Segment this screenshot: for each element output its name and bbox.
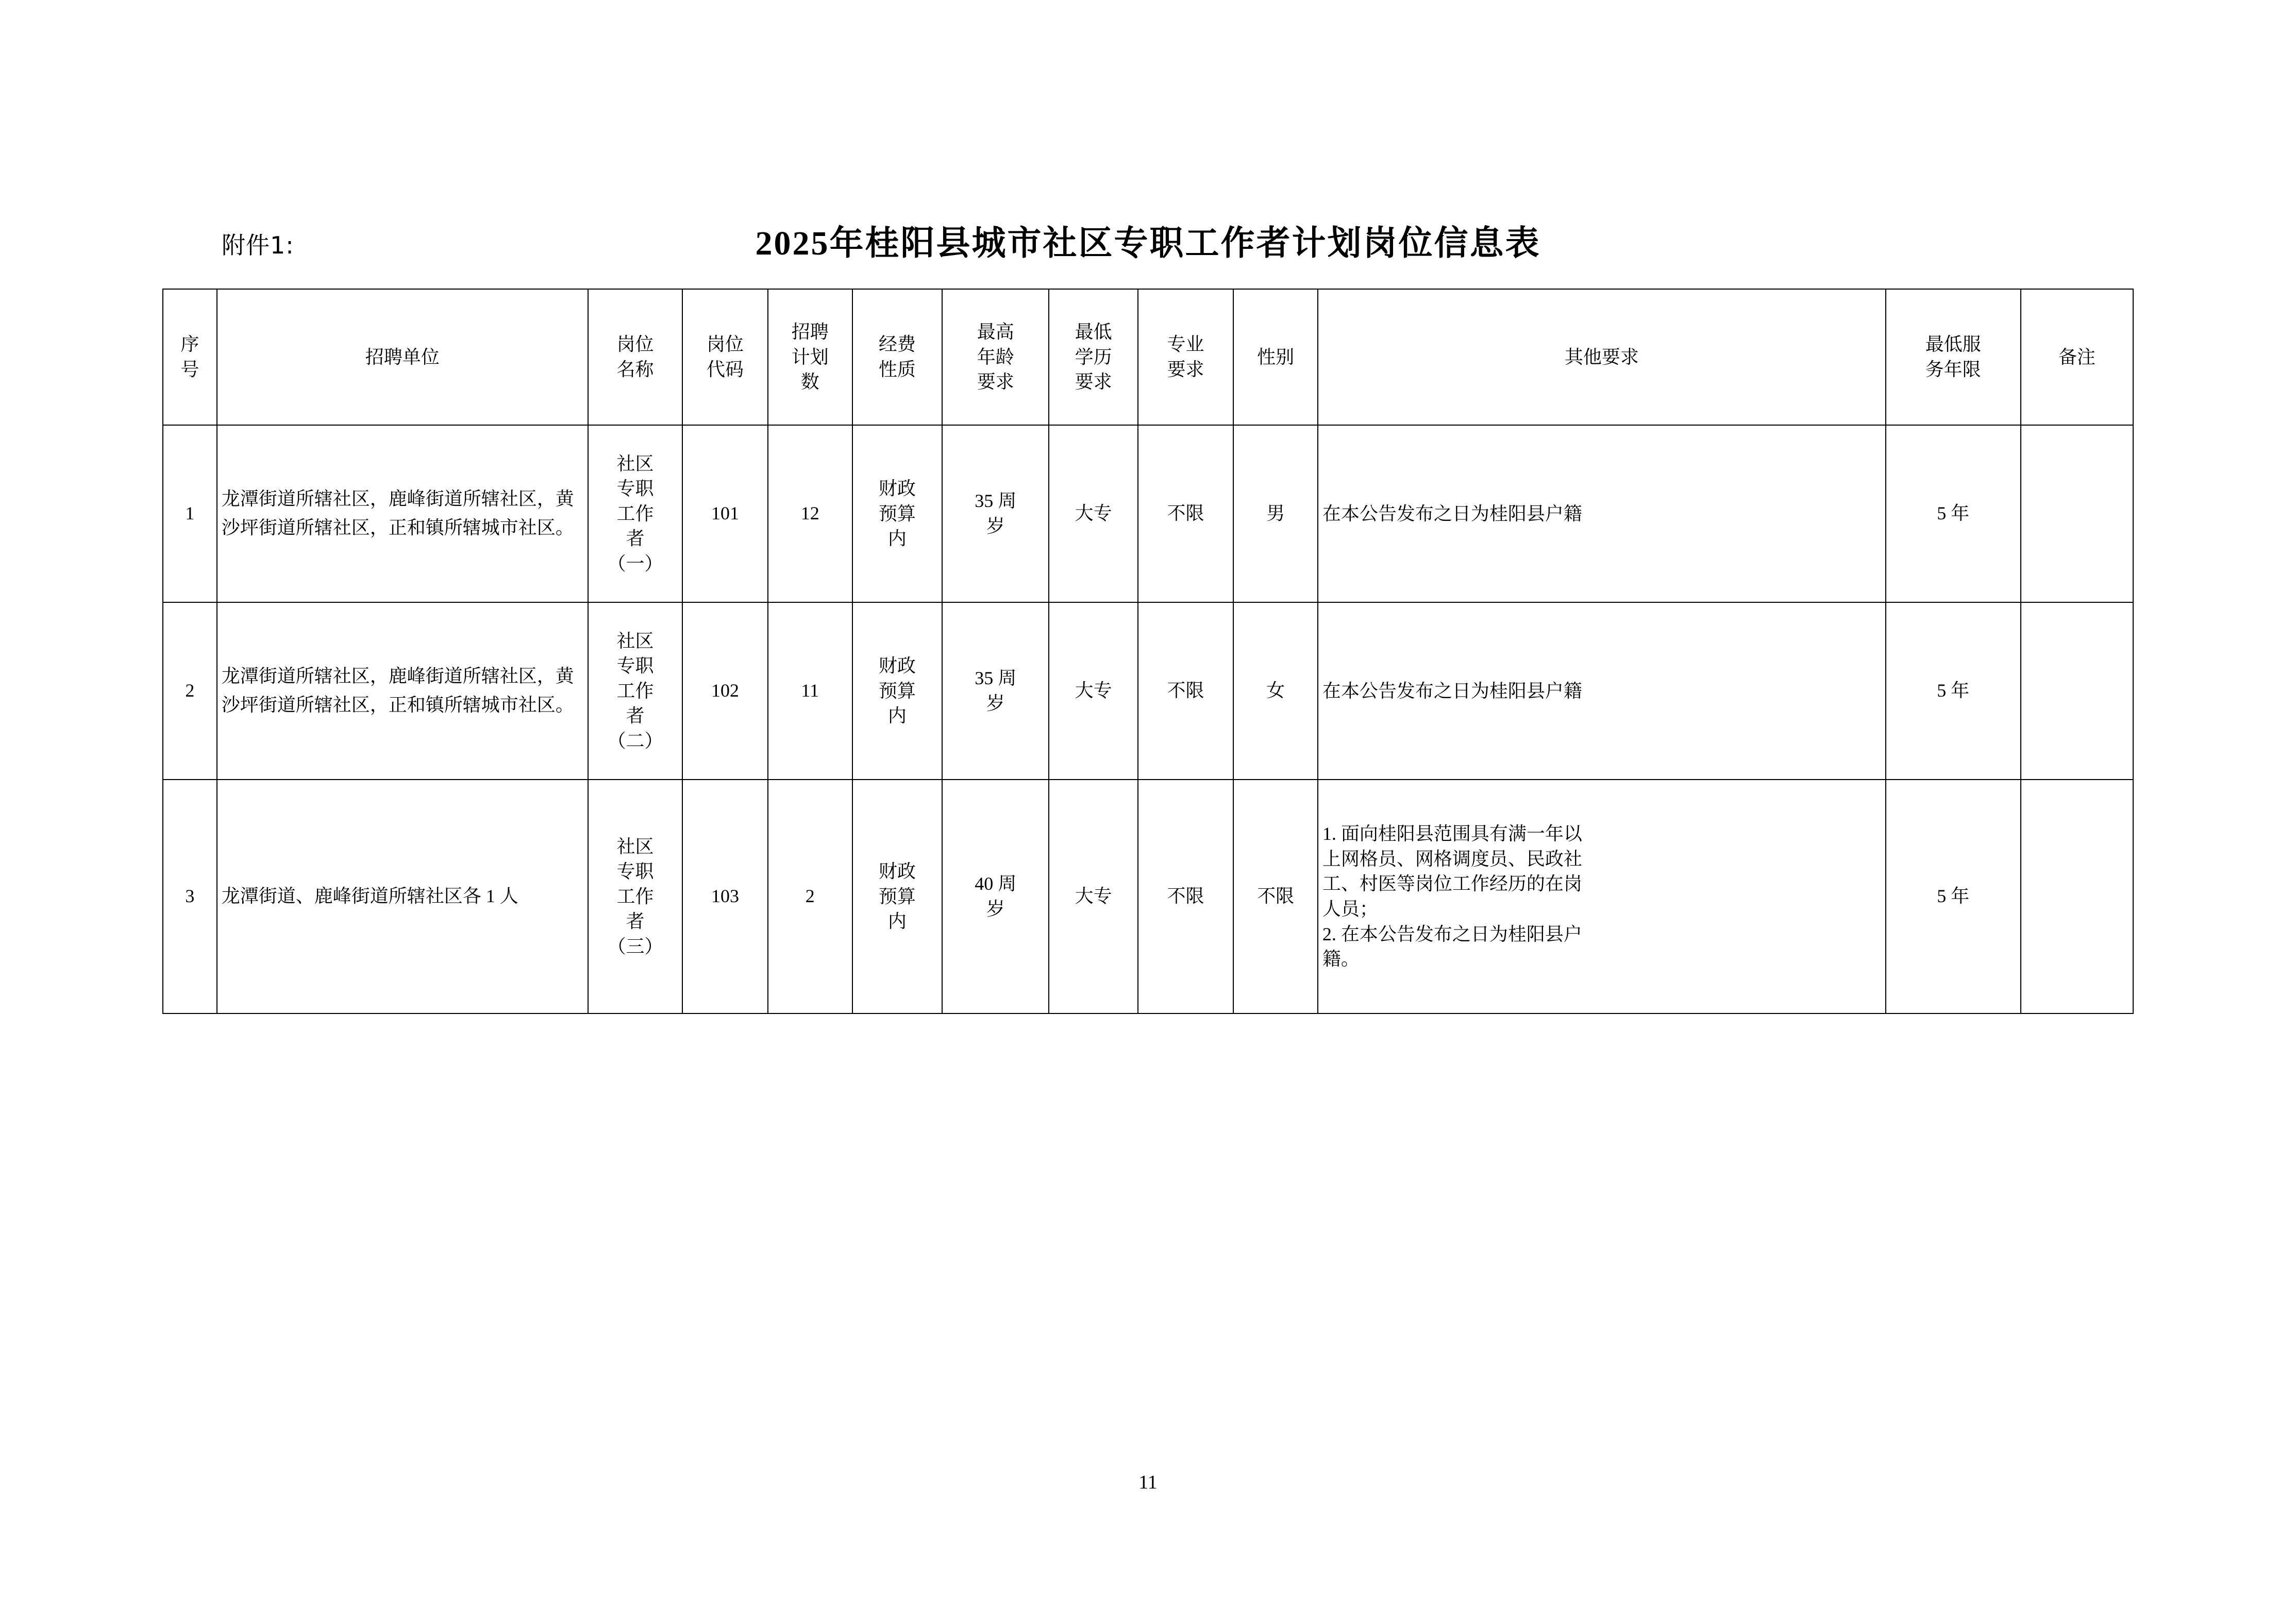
page-number: 11 — [1138, 1472, 1158, 1493]
cell-major: 不限 — [1138, 425, 1233, 602]
cell-job-code: 101 — [682, 425, 768, 602]
cell-funding: 财政 预算 内 — [852, 425, 943, 602]
attachment-label: 附件1: — [222, 231, 294, 259]
cell-other: 1. 面向桂阳县范围具有满一年以 上网格员、网格调度员、民政社 工、村医等岗位工作经历的在岗 人员； 2. 在本公告发布之日为桂阳县户 籍。 — [1318, 780, 1886, 1013]
cell-plan-count: 2 — [768, 780, 852, 1013]
cell-gender: 男 — [1233, 425, 1318, 602]
cell-min-edu: 大专 — [1049, 602, 1137, 780]
table-row — [163, 780, 2133, 1013]
cell-job-name: 社区 专职 工作 者 （三） — [588, 780, 682, 1013]
cell-major: 不限 — [1138, 780, 1233, 1013]
header-gender: 性别 — [1233, 289, 1318, 425]
cell-job-code: 103 — [682, 780, 768, 1013]
job-positions-table — [162, 289, 2134, 1014]
cell-other: 在本公告发布之日为桂阳县户籍 — [1318, 425, 1886, 602]
header-job-code: 岗位 代码 — [682, 289, 768, 425]
cell-remark — [2021, 425, 2133, 602]
page-title: 2025年桂阳县城市社区专职工作者计划岗位信息表 — [755, 225, 1541, 262]
header-no: 序 号 — [163, 289, 217, 425]
header-major: 专业 要求 — [1138, 289, 1233, 425]
cell-gender: 女 — [1233, 602, 1318, 780]
cell-min-service: 5 年 — [1886, 780, 2021, 1013]
cell-min-edu: 大专 — [1049, 780, 1137, 1013]
cell-job-name: 社区 专职 工作 者 （一） — [588, 425, 682, 602]
cell-min-service: 5 年 — [1886, 425, 2021, 602]
header-max-age: 最高 年龄 要求 — [942, 289, 1049, 425]
cell-unit: 龙潭街道、鹿峰街道所辖社区各 1 人 — [217, 780, 588, 1013]
cell-no: 2 — [163, 602, 217, 780]
cell-unit: 龙潭街道所辖社区，鹿峰街道所辖社区，黄沙坪街道所辖社区，正和镇所辖城市社区。 — [217, 425, 588, 602]
cell-plan-count: 12 — [768, 425, 852, 602]
cell-major: 不限 — [1138, 602, 1233, 780]
table-header-row — [163, 289, 2133, 425]
header-remark: 备注 — [2021, 289, 2133, 425]
cell-min-edu: 大专 — [1049, 425, 1137, 602]
header-job-name: 岗位 名称 — [588, 289, 682, 425]
cell-unit: 龙潭街道所辖社区，鹿峰街道所辖社区，黄沙坪街道所辖社区，正和镇所辖城市社区。 — [217, 602, 588, 780]
cell-job-code: 102 — [682, 602, 768, 780]
cell-remark — [2021, 602, 2133, 780]
cell-funding: 财政 预算 内 — [852, 602, 943, 780]
table-row — [163, 425, 2133, 602]
cell-max-age: 35 周 岁 — [942, 602, 1049, 780]
header-min-service: 最低服 务年限 — [1886, 289, 2021, 425]
cell-min-service: 5 年 — [1886, 602, 2021, 780]
cell-max-age: 35 周 岁 — [942, 425, 1049, 602]
cell-no: 3 — [163, 780, 217, 1013]
cell-no: 1 — [163, 425, 217, 602]
header-funding: 经费 性质 — [852, 289, 943, 425]
header-unit: 招聘单位 — [217, 289, 588, 425]
cell-other: 在本公告发布之日为桂阳县户籍 — [1318, 602, 1886, 780]
cell-plan-count: 11 — [768, 602, 852, 780]
cell-funding: 财政 预算 内 — [852, 780, 943, 1013]
header-min-edu: 最低 学历 要求 — [1049, 289, 1137, 425]
cell-job-name: 社区 专职 工作 者 （二） — [588, 602, 682, 780]
header-plan-count: 招聘 计划 数 — [768, 289, 852, 425]
cell-remark — [2021, 780, 2133, 1013]
cell-gender: 不限 — [1233, 780, 1318, 1013]
header-other: 其他要求 — [1318, 289, 1886, 425]
table-row — [163, 602, 2133, 780]
cell-max-age: 40 周 岁 — [942, 780, 1049, 1013]
